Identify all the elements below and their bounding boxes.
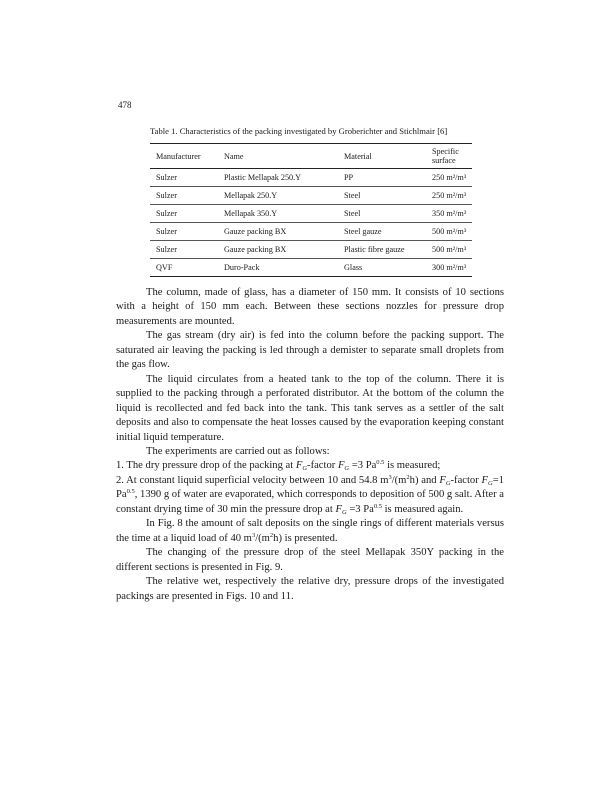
- body-text: [116, 286, 504, 604]
- cell-manufacturer: Sulzer: [156, 173, 177, 182]
- header-material: Material: [344, 151, 372, 161]
- paragraph-fig8: In Fig. 8 the amount of salt deposits on the single rings of different materials versus the time at a liquid load of 40 $m^3/(m^2h)$ is presented.: [116, 518, 504, 544]
- cell-manufacturer: QVF: [156, 263, 173, 272]
- paragraph-experiments: The experiments are carried out as follows:: [146, 445, 330, 457]
- table-caption: Table 1. Characteristics of the packing investigated by Groberichter and Stichlmair [6]: [150, 126, 448, 136]
- paragraph-gas-stream: The gas stream (dry air) is fed into the column before the packing support. The saturated air leaving the packing is led through a demister to separate small droplets from the gas flow.: [116, 330, 504, 371]
- cell-name: Gauze packing BX: [224, 227, 287, 236]
- cell-material: Steel gauze: [344, 227, 382, 236]
- table-row: [150, 223, 472, 241]
- cell-name: Duro-Pack: [224, 263, 260, 272]
- paragraph-column: The column, made of glass, has a diameter of 150 mm. It consists of 10 sections with a height of 150 mm each. Between these sections nozzles for pressure drop measurements are mounted.: [116, 287, 504, 327]
- cell-surface: 350 m²/m³: [432, 209, 467, 218]
- cell-manufacturer: Sulzer: [156, 245, 177, 254]
- cell-material: Steel: [344, 191, 361, 200]
- table-header-row: [150, 144, 472, 169]
- paragraph-fig10-11: The relative wet, respectively the relative dry, pressure drops of the investigated packings are presented in Figs. 10 and 11.: [116, 576, 504, 602]
- cell-name: Mellapak 350.Y: [224, 209, 278, 218]
- cell-material: Glass: [344, 263, 363, 272]
- cell-surface: 500 m²/m³: [432, 227, 467, 236]
- table-row: [150, 259, 472, 277]
- list-item-1: 1. The dry pressure drop of the packing at $F_G$-factor $F_G =3$ $Pa^{0.5}$ is measured;: [116, 459, 441, 473]
- table-row: [150, 169, 472, 187]
- table-row: [150, 205, 472, 223]
- cell-manufacturer: Sulzer: [156, 227, 177, 236]
- table-row: [150, 187, 472, 205]
- cell-name: Mellapak 250.Y: [224, 191, 278, 200]
- header-specific-surface: Specific surface: [432, 147, 459, 165]
- cell-manufacturer: Sulzer: [156, 191, 177, 200]
- cell-material: PP: [344, 173, 354, 182]
- paragraph-fig9: The changing of the pressure drop of the steel Mellapak 350Y packing in the different sections is presented in Fig. 9.: [116, 547, 504, 573]
- table-row: [150, 241, 472, 259]
- cell-surface: 300 m²/m³: [432, 263, 467, 272]
- cell-material: Plastic fibre gauze: [344, 245, 405, 254]
- list-item-2: 2. At constant liquid superficial velocity between 10 and 54.8 $m^3/(m^2h)$ and $F_G$-factor $F_G=1$ $Pa^{0.5}$, 1390 g of water are evaporated, which corresponds to deposition of 500 g salt. After a constant drying time of 30 min the pressure drop at $F_G =3$ $Pa^{0.5}$ is measured again.: [116, 473, 504, 516]
- cell-surface: 250 m²/m³: [432, 173, 467, 182]
- cell-surface: 250 m²/m³: [432, 191, 467, 200]
- cell-manufacturer: Sulzer: [156, 209, 177, 218]
- header-name: Name: [224, 151, 244, 161]
- header-manufacturer: Manufacturer: [156, 151, 201, 161]
- cell-surface: 500 m²/m³: [432, 245, 467, 254]
- cell-name: Plastic Mellapak 250.Y: [224, 173, 302, 182]
- packing-table: [150, 143, 472, 277]
- paragraph-liquid: The liquid circulates from a heated tank to the top of the column. There it is supplied to the packing through a perforated distributor. At the bottom of the column the liquid is recollected and fed back into the tank. This tank serves as a settler of the salt deposits and also to compensate the heat losses caused by the evaporation keeping constant initial liquid temperature.: [116, 373, 504, 443]
- cell-name: Gauze packing BX: [224, 245, 287, 254]
- page-number: 478: [118, 100, 132, 110]
- cell-material: Steel: [344, 209, 361, 218]
